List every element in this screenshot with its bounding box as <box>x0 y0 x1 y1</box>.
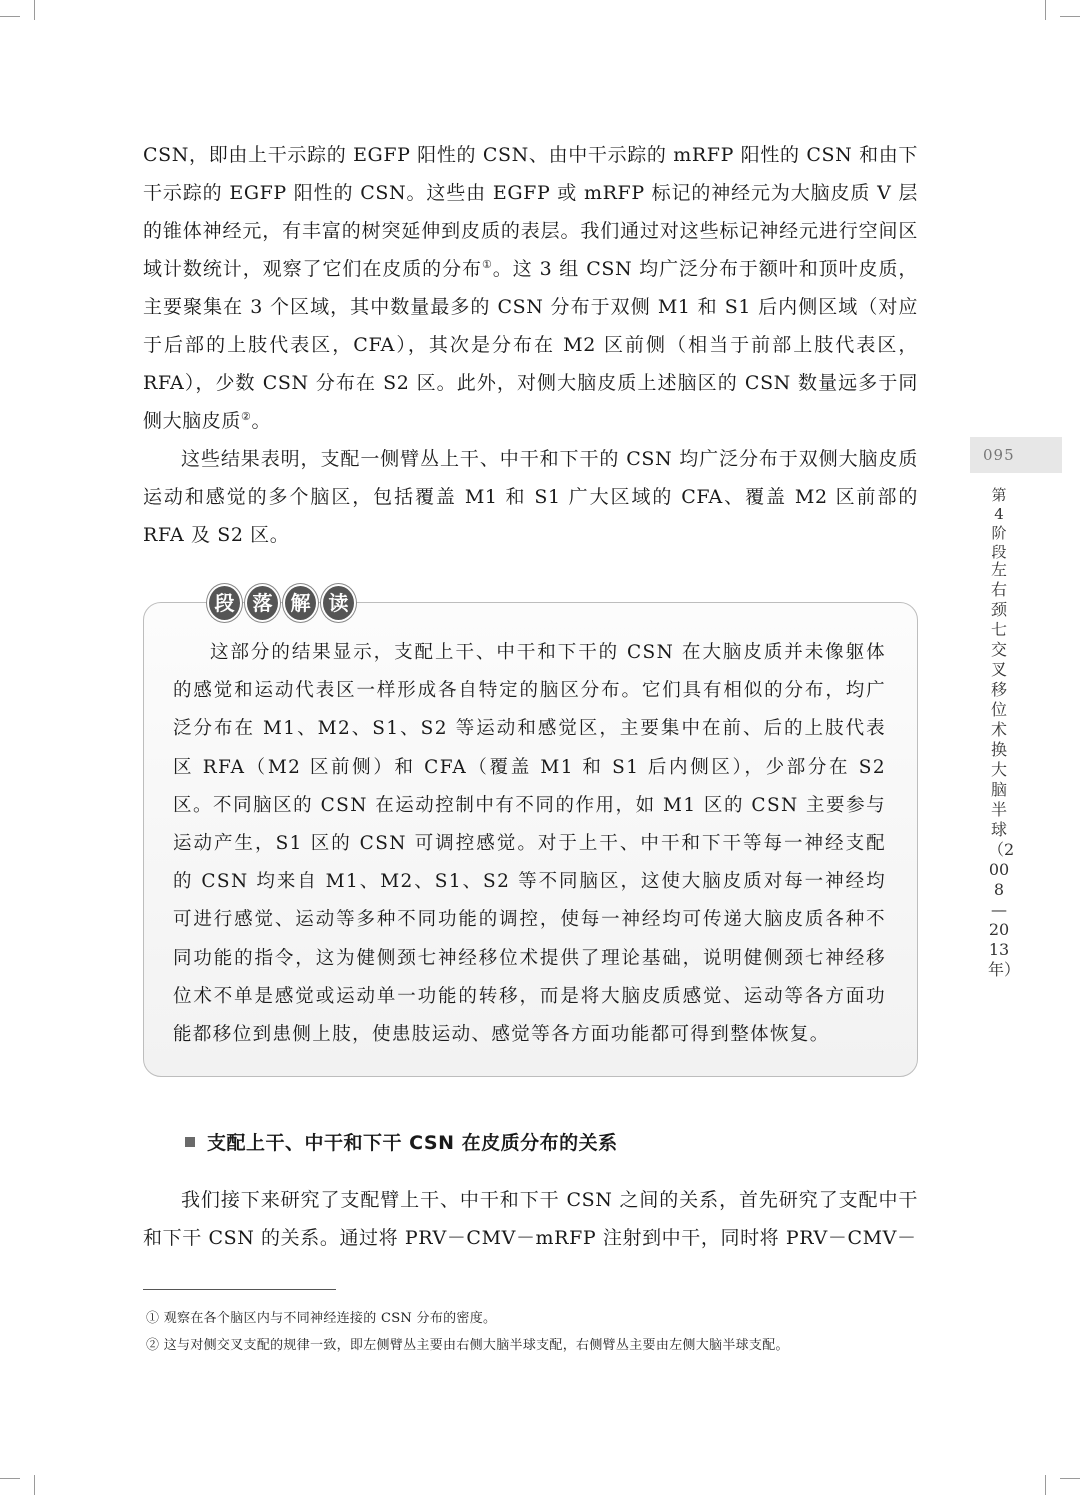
title-char: 读 <box>321 584 356 622</box>
crop-mark <box>1060 1478 1080 1479</box>
paragraph-text: CSN，即由上干示踪的 EGFP 阳性的 CSN、由中干示踪的 mRFP 阳性的 CSN 和由下干示踪的 EGFP 阳性的 CSN。这些由 EGFP 或 mRFP 标记的神经元为大脑皮质 V 层的锥体神经元，有丰富的树突延伸到皮质的表层。我们通过对这些标记神经元进行空间区域计数统计，观察了它们在皮质的分布 <box>143 144 918 280</box>
title-char: 落 <box>245 584 280 622</box>
crop-mark <box>34 0 35 20</box>
paragraph-text: 。 <box>251 410 272 432</box>
footnote-divider <box>143 1289 336 1290</box>
crop-mark <box>0 1478 20 1479</box>
interpretation-box-title <box>207 584 356 622</box>
footnote-1: ① 观察在各个脑区内与不同神经连接的 CSN 分布的密度。 <box>146 1311 497 1326</box>
body-paragraph-2: 这些结果表明，支配一侧臂丛上干、中干和下干的 CSN 均广泛分布于双侧大脑皮质运动和感觉的多个脑区，包括覆盖 M1 和 S1 广大区域的 CFA、覆盖 M2 区前部的 RFA 及 S2 区。 <box>143 448 918 546</box>
footnote-ref-2[interactable]: ② <box>241 410 252 423</box>
page-number: 095 <box>983 446 1015 464</box>
crop-mark <box>1060 16 1080 17</box>
square-bullet-icon <box>185 1137 195 1147</box>
crop-mark <box>1045 0 1046 20</box>
crop-mark <box>0 16 20 17</box>
footnote-2: ② 这与对侧交叉支配的规律一致，即左侧臂丛主要由右侧大脑半球支配，右侧臂丛主要由左侧大脑半球支配。 <box>146 1338 789 1353</box>
crop-mark <box>1045 1475 1046 1495</box>
body-text <box>143 136 918 554</box>
title-char: 段 <box>207 584 242 622</box>
section-paragraph: 我们接下来研究了支配臂上干、中干和下干 CSN 之间的关系，首先研究了支配中干和下干 CSN 的关系。通过将 PRV－CMV－mRFP 注射到中干，同时将 PRV－CMV－ <box>143 1189 918 1249</box>
paragraph-text: 。这 3 组 CSN 均广泛分布于额叶和顶叶皮质，主要聚集在 3 个区域，其中数量最多的 CSN 分布于双侧 M1 和 S1 后内侧区域（对应于后部的上肢代表区，CFA），其次是分布在 M2 区前侧（相当于前部上肢代表区，RFA），少数 CSN 分布在 S2 区。此外，对侧大脑皮质上述脑区的 CSN 数量远多于同侧大脑皮质 <box>143 258 918 432</box>
footnote-ref-1[interactable]: ① <box>481 258 493 271</box>
section-body-text <box>143 1181 918 1257</box>
stage-label: 第4阶段 <box>991 486 1007 561</box>
section-heading-text: 支配上干、中干和下干 CSN 在皮质分布的关系 <box>207 1132 618 1154</box>
section-heading <box>185 1128 618 1155</box>
interpretation-box-text: 这部分的结果显示，支配上干、中干和下干的 CSN 在大脑皮质并未像躯体的感觉和运动代表区一样形成各自特定的脑区分布。它们具有相似的分布，均广泛分布在 M1、M2、S1、S2 等运动和感觉区，主要集中在前、后的上肢代表区 RFA（M2 区前侧）和 CFA（覆盖 M1 和 S1 后内侧区），少部分在 S2 区。不同脑区的 CSN 在运动控制中有不同的作用，如 M1 区的 CSN 主要参与运动产生，S1 区的 CSN 可调控感觉。对于上干、中干和下干等每一神经支配的 CSN 均来自 M1、M2、S1、S2 等不同脑区，这使大脑皮质对每一神经均可进行感觉、运动等多种不同功能的调控，使每一神经均可传递大脑皮质各种不同功能的指令，这为健侧颈七神经移位术提供了理论基础，说明健侧颈七神经移位术不单是感觉或运动单一功能的转移，而是将大脑皮质感觉、运动等各方面功能都移位到患侧上肢，使患肢运动、感觉等各方面功能都可得到整体恢复。 <box>173 642 886 1046</box>
crop-mark <box>34 1475 35 1495</box>
body-paragraph-1 <box>143 136 918 440</box>
chapter-title: 左右颈七交叉移位术换大脑半球（2008—2013年） <box>988 560 1021 979</box>
title-char: 解 <box>283 584 318 622</box>
